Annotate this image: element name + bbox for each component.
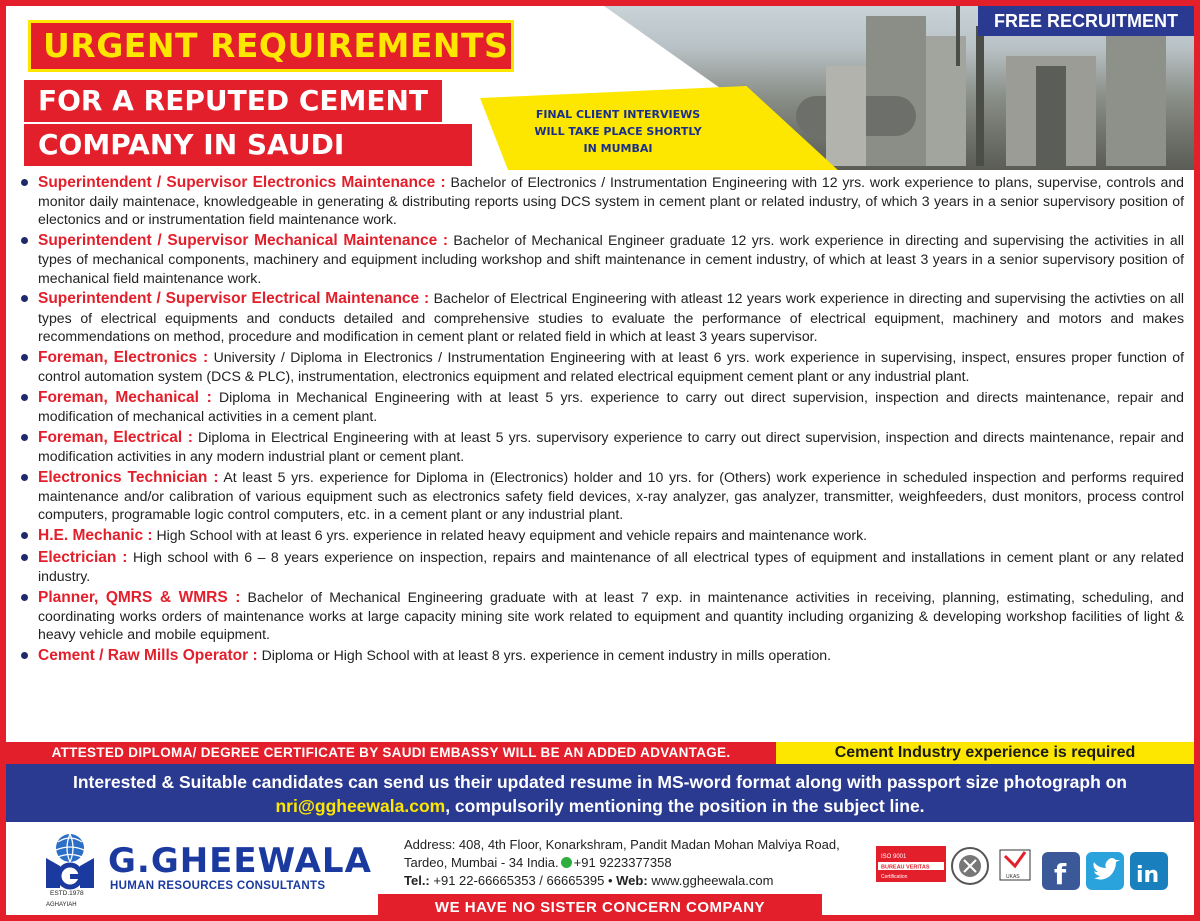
job-title: Foreman, Mechanical :	[38, 388, 212, 406]
apply-line2-rest: , compulsorily mentioning the position in the subject line.	[445, 796, 925, 816]
job-desc: Diploma in Mechanical Engineering with at least 5 yrs. experience to carry out direct supervision, inspection and directs maintenance, repair and modification of mechanical activities in a cement plant.	[38, 388, 1184, 424]
linkedin-icon[interactable]	[1130, 852, 1168, 890]
whatsapp-number: +91 9223377358	[573, 855, 672, 870]
job-title: H.E. Mechanic :	[38, 526, 153, 544]
address-city: Tardeo, Mumbai - 34 India.	[404, 855, 559, 870]
job-title: Electronics Technician :	[38, 468, 219, 486]
urgent-heading: URGENT REQUIREMENTS	[28, 20, 514, 72]
job-title: Superintendent / Supervisor Electronics Maintenance :	[38, 174, 446, 191]
bv-cert-label: Certification	[881, 874, 908, 880]
job-desc: Bachelor of Mechanical Engineering graduate with at least 7 exp. in maintenance activities in receiving, planning, estimating, scheduling, and coordinating works orders of maintenance works at large capacity mining site work related to equipment and quantity including organizing & developing workshop facilities of light & heavy vehicle and mobile equipment.	[38, 588, 1184, 643]
job-desc: Diploma or High School with at least 8 yrs. experience in cement industry in mills operation.	[261, 646, 832, 663]
address-line1: Address: 408, 4th Floor, Konarkshram, Pandit Madan Mohan Malviya Road,	[404, 837, 840, 852]
interviews-line3: IN MUMBAI	[583, 142, 653, 155]
company-address	[404, 836, 840, 890]
job-title: Cement / Raw Mills Operator :	[38, 646, 258, 664]
reputed-line1: FOR A REPUTED CEMENT	[24, 80, 442, 122]
job-desc: University / Diploma in Electronics / Instrumentation Engineering with at least 6 yrs. work experience in supervising, inspect, ensures proper function of control automation system (DCS & PLC), instrumentation, electronics equipment and related electrical equipment cement plant or any industrial plant.	[38, 348, 1184, 384]
company-tagline: HUMAN RESOURCES CONSULTANTS	[110, 880, 326, 892]
ukas-label: UKAS	[1006, 874, 1020, 880]
website-link[interactable]: www.ggheewala.com	[651, 873, 774, 888]
free-recruitment-badge: FREE RECRUITMENT	[978, 6, 1194, 36]
iso-label: ISO 9001	[881, 854, 907, 860]
apply-line2	[6, 794, 1194, 818]
tel-label: Tel.:	[404, 873, 430, 888]
job-title: Superintendent / Supervisor Mechanical Maintenance :	[38, 232, 449, 250]
email-link[interactable]: nri@ggheewala.com	[275, 796, 446, 816]
job-desc: Diploma in Electrical Engineering with at least 5 yrs. supervisory experience to carry out direct supervision, inspection and directs maintenance, repair and modification activities in any modern industrial plant or cement plant.	[38, 428, 1184, 464]
bv-label: BUREAU VERITAS	[881, 864, 930, 871]
estd-label: ESTD.1978	[50, 890, 84, 897]
svg-text:f: f	[1054, 858, 1067, 891]
job-item	[18, 428, 1184, 465]
interviews-line1: FINAL CLIENT INTERVIEWS	[535, 108, 701, 121]
job-item	[18, 548, 1184, 585]
job-item	[18, 173, 1184, 229]
web-label: Web:	[616, 873, 648, 888]
aghayiah-label: AGHAYIAH	[46, 902, 77, 908]
interviews-line2: WILL TAKE PLACE SHORTLY	[534, 125, 702, 138]
job-item	[18, 231, 1184, 287]
job-desc: Bachelor of Mechanical Engineer graduate 12 yrs. work experience in directing and supervising the activities in all types of mechanical components, machinery and equipment including workshop and shift maintenance in cement industry, of which at least 3 years in a senior supervisory position of mechanical field maintenance work.	[38, 232, 1185, 286]
tel-number: +91 22-66665353 / 66665395	[433, 873, 605, 888]
job-title: Planner, QMRS & WMRS :	[38, 588, 241, 606]
job-item	[18, 468, 1184, 524]
svg-text:in: in	[1136, 863, 1160, 888]
job-desc: High School with at least 6 yrs. experience in related heavy equipment and vehicle repairs and maintenance work.	[156, 526, 868, 543]
job-title: Superintendent / Supervisor Electrical Maintenance :	[38, 290, 430, 308]
interviews-notice	[518, 106, 718, 157]
reputed-line2: COMPANY IN SAUDI	[24, 124, 472, 166]
job-item	[18, 646, 1184, 665]
job-desc: At least 5 yrs. experience for Diploma in (Electronics) holder and 10 yrs. for (Others) work experience in scheduled inspection and performs required maintenance and/or calibration of various equipment such as electronics safety field devices, x-ray analyzer, gas analyzer, transmitter, weighfeeders, dust monitors, process control computers, programable logic control computers, etc. in a cement plant or any industrial plant.	[38, 468, 1184, 523]
no-sister-concern-banner: WE HAVE NO SISTER CONCERN COMPANY	[378, 894, 822, 921]
job-desc: High school with 6 – 8 years experience on inspection, repairs and maintenance of all electrical types of equipment and installations in cement plant or any related industry.	[38, 548, 1184, 584]
certification-logos	[876, 842, 1036, 892]
job-title: Foreman, Electrical :	[38, 428, 193, 446]
address-line3: Tel.: +91 22-66665353 / 66665395 • Web: www.ggheewala.com	[404, 873, 774, 888]
job-item	[18, 289, 1184, 345]
job-list	[18, 173, 1184, 668]
address-line2	[404, 854, 840, 872]
job-desc: Bachelor of Electronics / Instrumentation Engineering with 12 yrs. work experience to plans, supervise, controls and monitor daily maintenace, knowledgeable in generating & distributing reports using DCS system in cement plant or related industry, of which 3 years in a senior supervisory position of electonics and or instrumentation field maintenance work.	[38, 174, 1185, 228]
job-item	[18, 526, 1184, 545]
social-icons	[1040, 848, 1170, 896]
whatsapp-icon	[561, 857, 572, 868]
twitter-icon[interactable]	[1086, 852, 1124, 890]
apply-line1: Interested & Suitable candidates can send us their updated resume in MS-word format along with passport size photograph on	[72, 772, 1128, 792]
job-item	[18, 388, 1184, 425]
facebook-icon[interactable]	[1042, 852, 1080, 891]
company-name: G.GHEEWALA	[108, 841, 372, 881]
job-item	[18, 588, 1184, 644]
job-item	[18, 348, 1184, 385]
job-title: Electrician :	[38, 548, 128, 566]
job-desc: Bachelor of Electrical Engineering with atleast 12 years work experience in directing and supervising the activties on all types of electrical equipments and conducts detailed and comprehensive studies to evaluate the performance of electrical equipment, machinery and motors and makes recommendations on method, procedure and modification in cement plant or related field in which at least 3 years supervisor.	[38, 290, 1184, 344]
apply-instructions	[6, 764, 1194, 822]
attested-certificate-note: ATTESTED DIPLOMA/ DEGREE CERTIFICATE BY SAUDI EMBASSY WILL BE AN ADDED ADVANTAGE.	[6, 742, 776, 764]
cement-experience-note: Cement Industry experience is required	[776, 742, 1194, 764]
job-title: Foreman, Electronics :	[38, 348, 209, 366]
